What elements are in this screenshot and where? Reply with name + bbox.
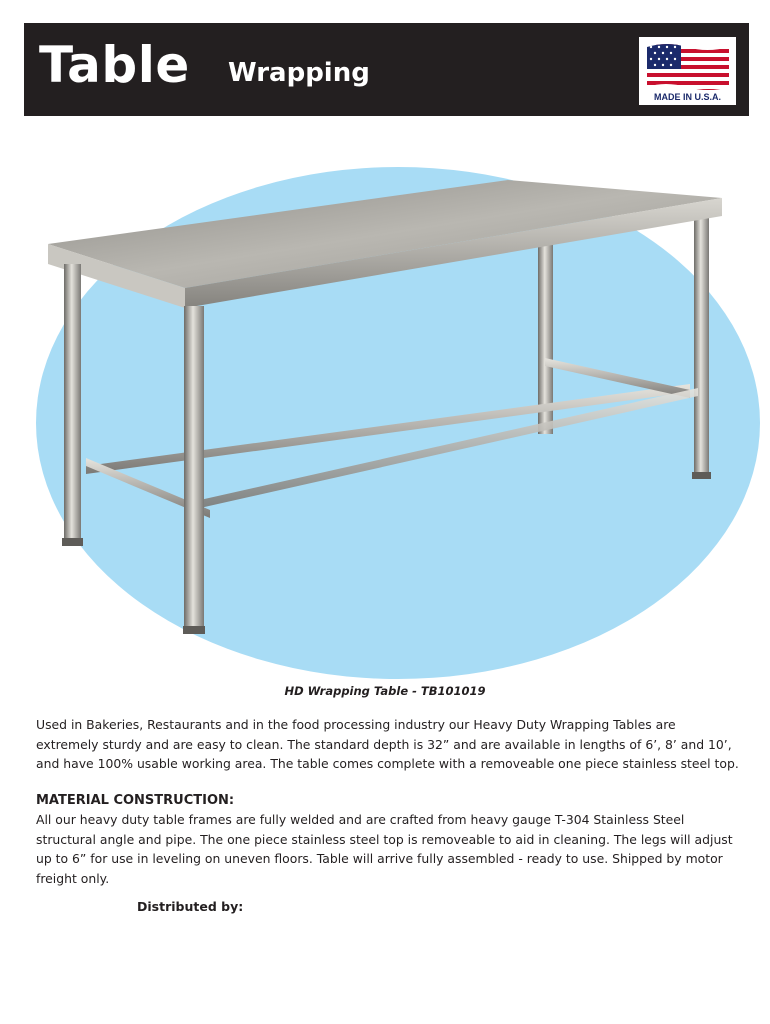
made-in-usa-text: MADE IN U.S.A.: [653, 92, 721, 102]
material-paragraph: All our heavy duty table frames are fully welded and are crafted from heavy gauge T-304 Stainless Steel structural angle and pipe. The one piece stainless steel top is removeable to aid in cleaning. The legs will adjust up to 6” for use in leveling on uneven floors. Table will arrive fully assembled - ready to use. Shipped by motor freight only.: [36, 812, 733, 886]
table-leg-front-left: [64, 264, 81, 544]
foot-back-right: [692, 472, 711, 479]
foot-front-right: [183, 626, 205, 634]
photo-caption: HD Wrapping Table - TB101019: [284, 684, 486, 698]
foot-front-left: [62, 538, 83, 546]
intro-paragraph: Used in Bakeries, Restaurants and in the food processing industry our Heavy Duty Wrapping Tables are extremely sturdy and are easy to clean. The standard depth is 32” and are available in lengths of 6’, 8’ and 10’, and have 100% usable working area. The table comes complete with a removeable one piece stainless steel top.: [36, 717, 739, 771]
us-flag-icon: [645, 41, 730, 91]
page-subtitle: Wrapping: [228, 58, 370, 88]
header-banner: [24, 23, 749, 116]
table-leg-back-right: [694, 218, 709, 478]
product-photo: [0, 140, 770, 680]
table-leg-front-right: [184, 306, 204, 634]
page-title: Table: [39, 36, 190, 94]
distributed-by-label: Distributed by:: [137, 899, 244, 914]
made-in-usa-badge: [639, 37, 736, 105]
material-heading: MATERIAL CONSTRUCTION:: [36, 793, 235, 808]
